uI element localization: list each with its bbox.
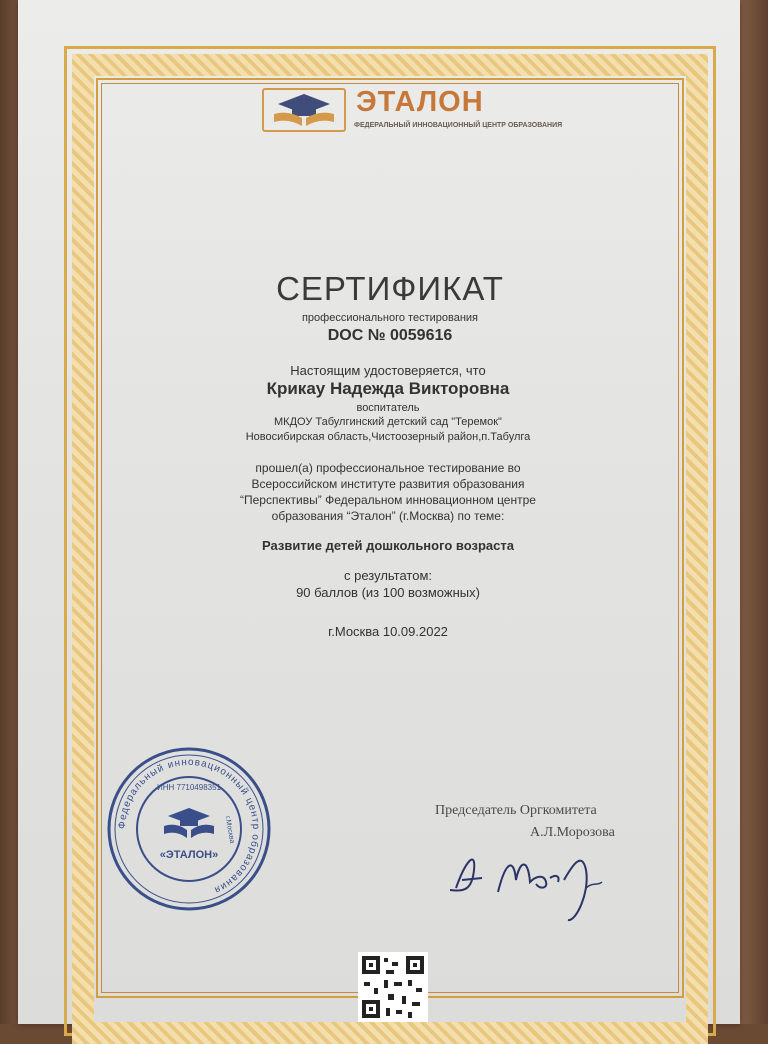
- passed-line: прошел(а) профессиональное тестирование во: [255, 461, 521, 475]
- certificate-subtitle: профессионального тестирования: [301, 312, 479, 324]
- passed-line: Всероссийском институте развития образования: [251, 477, 525, 491]
- seal-inn: ИНН 7710498351: [156, 783, 222, 792]
- handwritten-signature: [436, 830, 616, 930]
- qr-code: [358, 952, 428, 1022]
- result-score: 90 баллов (из 100 возможных): [296, 585, 480, 600]
- signatory-role: Председатель Оргкомитета: [435, 803, 597, 818]
- seal-city: г.Москва: [223, 815, 236, 844]
- official-seal: [106, 746, 272, 912]
- recipient-organization: МКДОУ Табулгинский детский сад "Теремок": [274, 416, 502, 428]
- recipient-position: воспитатель: [356, 402, 420, 414]
- logo-name: ЭТАЛОН: [356, 86, 484, 118]
- passed-line: образования “Эталон” (г.Москва) по теме:: [271, 509, 505, 523]
- logo-emblem: [262, 88, 346, 132]
- recipient-name: Крикау Надежда Викторовна: [266, 379, 510, 398]
- testing-topic: Развитие детей дошкольного возраста: [262, 538, 514, 553]
- document-number: DOC № 0059616: [327, 327, 453, 344]
- graduation-cap-icon: [264, 90, 344, 130]
- etalon-logo: [262, 84, 563, 144]
- signatory-name: А.Л.Морозова: [530, 825, 615, 840]
- seal-center-text: «ЭТАЛОН»: [159, 849, 219, 861]
- certify-text: Настоящим удостоверяется, что: [290, 363, 486, 378]
- recipient-address: Новосибирская область,Чистоозерный район,п.Табулга: [245, 431, 531, 443]
- passed-testing-text: [4, 460, 768, 524]
- logo-subtitle: ФЕДЕРАЛЬНЫЙ ИННОВАЦИОННЫЙ ЦЕНТР ОБРАЗОВАНИЯ: [354, 122, 563, 129]
- place-and-date: г.Москва 10.09.2022: [328, 624, 448, 639]
- result-label: с результатом:: [344, 568, 432, 583]
- passed-line: “Перспективы” Федеральном инновационном центре: [240, 493, 536, 507]
- certificate-title: СЕРТИФИКАТ: [276, 270, 504, 307]
- seal-ring-text: Федеральный инновационный центр образования: [116, 756, 262, 896]
